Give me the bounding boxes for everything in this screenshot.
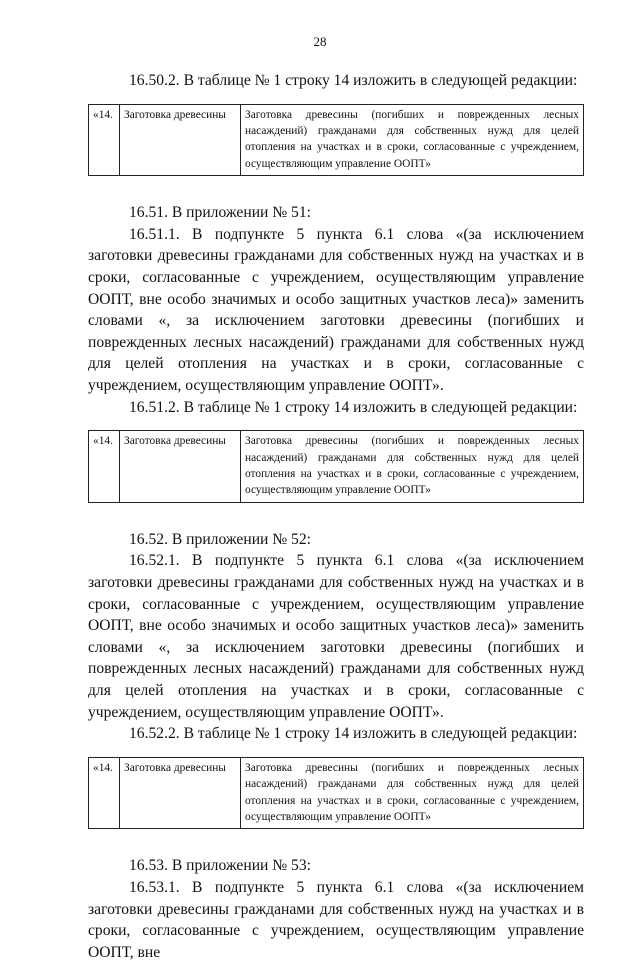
- document-body: [88, 70, 584, 963]
- paragraph-16-51-1: 16.51.1. В подпункте 5 пункта 6.1 слова «(за исключением заготовки древесины гражданами для собственных нужд на участках и в сроки, согласованные с учреждением, осуществляющим управление ООПТ, вне особо значимых и особо защитных участков леса)» заменить словами «, за исключением заготовки древесины (погибших и поврежденных лесных насаждений) гражданами для собственных нужд для целей отопления на участках и в сроки, согласованные с учреждением, осуществляющим управление ООПТ».: [88, 225, 584, 394]
- paragraph-16-50-2: 16.50.2. В таблице № 1 строку 14 изложить в следующей редакции:: [129, 72, 578, 89]
- paragraph-16-51: 16.51. В приложении № 51:: [129, 204, 311, 222]
- table-row-14-b: [88, 430, 584, 503]
- activity-description: Заготовка древесины (погибших и поврежденных лесных насаждений) гражданами для собственных нужд для целей отопления на участках и в сроки, согласованные с учреждением, осуществляющим управление ООПТ»: [241, 757, 584, 829]
- activity-name: Заготовка древесины: [120, 104, 241, 176]
- paragraph-16-53: 16.53. В приложении № 53:: [129, 857, 311, 875]
- activity-description: Заготовка древесины (погибших и поврежденных лесных насаждений) гражданами для собственных нужд для целей отопления на участках и в сроки, согласованные с учреждением, осуществляющим управление ООПТ»: [241, 431, 584, 503]
- activity-description: Заготовка древесины (погибших и поврежденных лесных насаждений) гражданами для собственных нужд для целей отопления на участках и в сроки, согласованные с учреждением, осуществляющим управление ООПТ»: [241, 104, 584, 176]
- row-number: «14.: [89, 757, 120, 829]
- paragraph-16-51-2: 16.51.2. В таблице № 1 строку 14 изложить в следующей редакции:: [129, 398, 578, 416]
- row-number: «14.: [89, 431, 120, 503]
- activity-name: Заготовка древесины: [120, 431, 241, 503]
- page-number: 28: [313, 34, 327, 49]
- table-row-14-c: [88, 757, 584, 830]
- paragraph-16-53-1: 16.53.1. В подпункте 5 пункта 6.1 слова «(за исключением заготовки древесины гражданами для собственных нужд на участках и в сроки, согласованные с учреждением, осуществляющим управление ООПТ, вне: [88, 878, 584, 961]
- table-row-14-a: [88, 104, 584, 177]
- paragraph-16-52-1: 16.52.1. В подпункте 5 пункта 6.1 слова «(за исключением заготовки древесины гражданами для собственных нужд на участках и в сроки, согласованные с учреждением, осуществляющим управление ООПТ, вне особо значимых и особо защитных участков леса)» заменить словами «, за исключением заготовки древесины (погибших и поврежденных лесных насаждений) гражданами для собственных нужд для целей отопления на участках и в сроки, согласованные с учреждением, осуществляющим управление ООПТ».: [88, 552, 584, 721]
- paragraph-16-52: 16.52. В приложении № 52:: [129, 530, 311, 548]
- activity-name: Заготовка древесины: [120, 757, 241, 829]
- row-number: «14.: [89, 104, 120, 176]
- paragraph-16-52-2: 16.52.2. В таблице № 1 строку 14 изложить в следующей редакции:: [129, 725, 578, 743]
